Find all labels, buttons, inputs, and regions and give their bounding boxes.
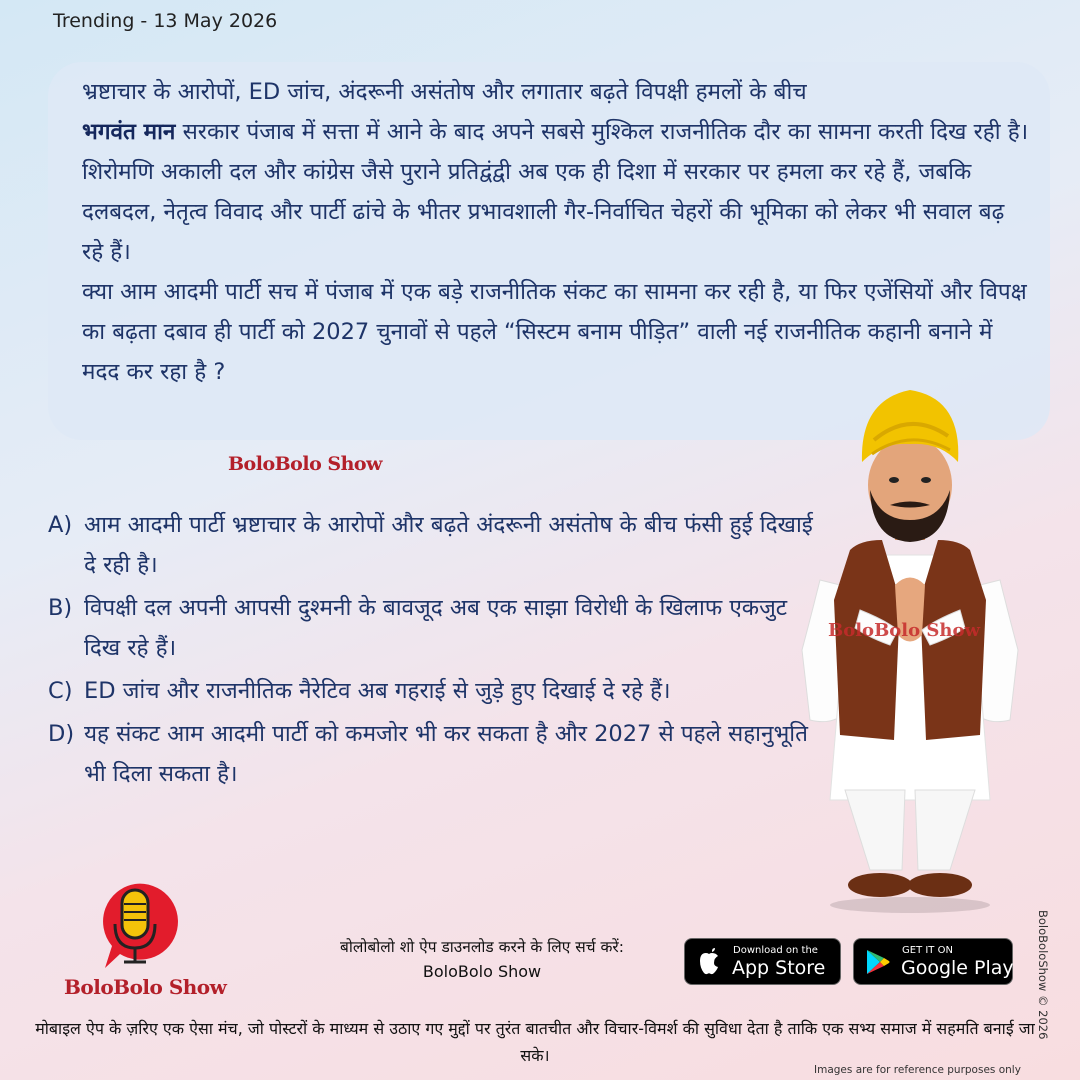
google-play-button[interactable] — [853, 938, 1013, 985]
app-store-big-text: App Store — [732, 957, 826, 979]
download-app-name: BoloBolo Show — [422, 962, 542, 981]
option-a[interactable] — [48, 505, 818, 585]
question-text — [82, 72, 1032, 392]
google-play-small-text: GET IT ON — [902, 945, 953, 956]
option-text: विपक्षी दल अपनी आपसी दुश्मनी के बावजूद अब एक साझा विरोधी के खिलाफ एकजुट दिख रहे हैं। — [84, 595, 788, 661]
option-text: आम आदमी पार्टी भ्रष्टाचार के आरोपों और बढ़ते अंदरूनी असंतोष के बीच फंसी हुई दिखाई दे रही है। — [84, 512, 813, 578]
question-part1: भ्रष्टाचार के आरोपों, ED जांच, अंदरूनी असंतोष और लगातार बढ़ते विपक्षी हमलों के बीच — [82, 79, 807, 105]
google-play-big-text: Google Play — [901, 957, 1014, 979]
question-part2: सरकार पंजाब में सत्ता में आने के बाद अपने सबसे मुश्किल राजनीतिक दौर का सामना करती दिख रही है। शिरोमणि अकाली दल और कांग्रेस जैसे पुराने प्रतिद्वंद्वी अब एक ही दिशा में सरकार पर हमला कर रहे हैं, जबकि दलबदल, नेतृत्व विवाद और पार्टी ढांचे के भीतर प्रभावशाली गैर-निर्वाचित चेहरों की भूमिका को लेकर भी सवाल बढ़ रहे हैं। — [82, 119, 1029, 265]
question-bold-name: भगवंत मान — [82, 119, 176, 145]
option-key: B) — [48, 595, 73, 621]
download-label: बोलोबोलो शो ऐप डाउनलोड करने के लिए सर्च करें: — [340, 938, 624, 956]
apple-icon — [697, 948, 721, 976]
footer-description: मोबाइल ऐप के ज़रिए एक ऐसा मंच, जो पोस्टरों के माध्यम से उठाए गए मुद्दों पर तुरंत बातचीत और विचार-विमर्श की सुविधा देता है ताकि एक सभ्य समाज में सहमति बनाई जा सके। — [35, 1019, 1035, 1065]
option-text: ED जांच और राजनीतिक नैरेटिव अब गहराई से जुड़े हुए दिखाई दे रहे हैं। — [84, 678, 671, 704]
app-store-button[interactable] — [684, 938, 841, 985]
logo-text: BoloBolo Show — [64, 975, 227, 999]
image-disclaimer: Images are for reference purposes only — [814, 1064, 1021, 1076]
option-key: C) — [48, 678, 73, 704]
brand-label: BoloBolo Show — [228, 453, 382, 475]
politician-illustration — [790, 380, 1030, 920]
app-store-small-text: Download on the — [733, 945, 818, 956]
option-text: यह संकट आम आदमी पार्टी को कमजोर भी कर सकता है और 2027 से पहले सहानुभूति भी दिला सकता है। — [84, 721, 808, 787]
options-list — [48, 505, 818, 797]
question-part3: क्या आम आदमी पार्टी सच में पंजाब में एक बड़े राजनीतिक संकट का सामना कर रही है, या फिर एजेंसियों और विपक्ष का बढ़ता दबाव ही पार्टी को 2027 चुनावों से पहले “सिस्टम बनाम पीड़ित” वाली नई राजनीतिक कहानी बनाने में मदद कर रहा है ? — [82, 279, 1027, 385]
trending-date: Trending - 13 May 2026 — [53, 10, 278, 32]
option-b[interactable] — [48, 588, 818, 668]
copyright: BoloBoloShow © 2026 — [1036, 910, 1050, 1040]
option-key: A) — [48, 512, 73, 538]
option-key: D) — [48, 721, 75, 747]
option-d[interactable] — [48, 714, 818, 794]
google-play-icon — [866, 949, 890, 975]
watermark: BoloBolo Show — [828, 620, 980, 641]
option-c[interactable] — [48, 671, 818, 711]
